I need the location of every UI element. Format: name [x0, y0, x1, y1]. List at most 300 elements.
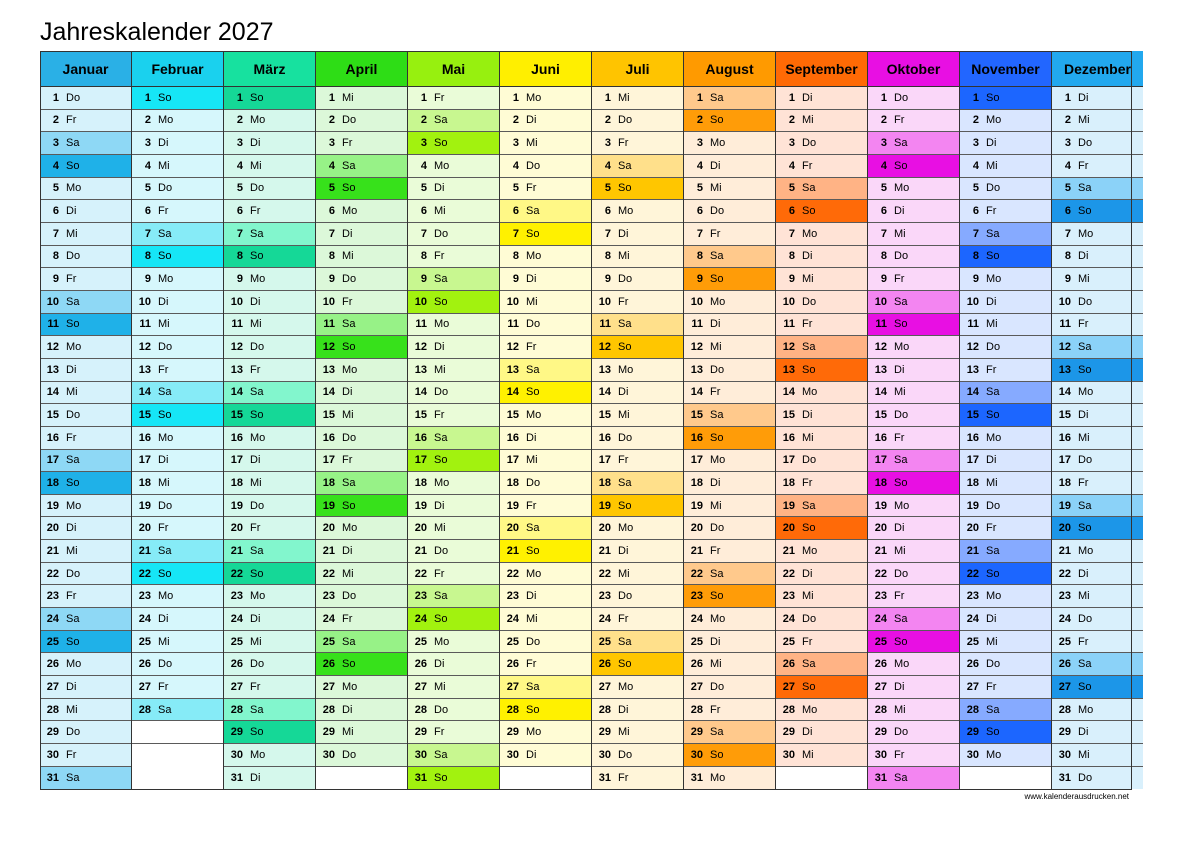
- day-number: 10: [138, 295, 151, 308]
- day-cell: [684, 382, 775, 405]
- day-number: 15: [46, 409, 59, 422]
- weekday-label: Do: [250, 341, 265, 354]
- day-number: 3: [328, 137, 335, 150]
- day-cell: [132, 699, 223, 722]
- day-number: 28: [230, 703, 243, 716]
- weekday-label: Mo: [618, 680, 634, 693]
- day-number: 1: [328, 91, 335, 104]
- day-number: 31: [1058, 772, 1071, 785]
- day-number: 3: [236, 137, 243, 150]
- day-number: 3: [604, 137, 611, 150]
- day-cell: [40, 495, 131, 518]
- day-cell: [500, 517, 591, 540]
- day-cell: [960, 563, 1051, 586]
- day-cell: [592, 223, 683, 246]
- weekday-label: So: [802, 680, 816, 693]
- weekday-label: Fr: [986, 205, 997, 218]
- weekday-label: Mo: [526, 409, 542, 422]
- day-number: 24: [506, 612, 519, 625]
- weekday-label: So: [434, 295, 448, 308]
- day-cell: [592, 155, 683, 178]
- weekday-label: Mo: [434, 635, 450, 648]
- day-cell: [684, 359, 775, 382]
- weekday-label: Do: [434, 386, 449, 399]
- day-number: 21: [414, 544, 427, 557]
- weekday-label: So: [618, 182, 632, 195]
- day-number: 24: [966, 612, 979, 625]
- day-number: 12: [782, 341, 795, 354]
- weekday-label: Fr: [618, 137, 629, 150]
- weekday-label: Fr: [894, 114, 905, 127]
- day-cell: [684, 676, 775, 699]
- day-cell: [776, 132, 867, 155]
- weekday-label: Fr: [710, 227, 721, 240]
- weekday-label: Do: [342, 590, 357, 603]
- weekday-label: Fr: [1078, 318, 1089, 331]
- day-cell: [132, 246, 223, 269]
- weekday-label: So: [986, 250, 1000, 263]
- day-cell: [684, 450, 775, 473]
- day-cell: [960, 653, 1051, 676]
- weekday-label: Do: [526, 318, 541, 331]
- day-number: 3: [880, 137, 887, 150]
- weekday-label: Sa: [158, 703, 172, 716]
- weekday-label: Di: [802, 91, 813, 104]
- weekday-label: Fr: [434, 409, 445, 422]
- weekday-label: Sa: [250, 544, 264, 557]
- weekday-label: Mi: [158, 476, 170, 489]
- day-number: 18: [46, 476, 59, 489]
- day-cell: [1052, 450, 1143, 473]
- day-cell: [40, 268, 131, 291]
- day-number: 9: [328, 273, 335, 286]
- weekday-label: Fr: [66, 273, 77, 286]
- day-number: 16: [46, 431, 59, 444]
- day-number: 23: [874, 590, 887, 603]
- weekday-label: Sa: [1078, 182, 1092, 195]
- weekday-label: Di: [1078, 91, 1089, 104]
- day-number: 13: [230, 363, 243, 376]
- day-number: 7: [52, 227, 59, 240]
- weekday-label: Mi: [802, 748, 814, 761]
- weekday-label: So: [342, 499, 356, 512]
- day-number: 2: [420, 114, 427, 127]
- day-cell: [684, 585, 775, 608]
- day-number: 3: [420, 137, 427, 150]
- day-number: 5: [144, 182, 151, 195]
- day-cell: [500, 585, 591, 608]
- weekday-label: Sa: [66, 295, 80, 308]
- weekday-label: Sa: [618, 476, 632, 489]
- day-number: 31: [414, 772, 427, 785]
- day-number: 4: [420, 159, 427, 172]
- day-number: 29: [598, 726, 611, 739]
- weekday-label: Fr: [802, 159, 813, 172]
- weekday-label: Sa: [710, 250, 724, 263]
- day-number: 12: [506, 341, 519, 354]
- day-number: 25: [874, 635, 887, 648]
- day-cell: [684, 631, 775, 654]
- weekday-label: Mo: [802, 227, 818, 240]
- day-number: 25: [690, 635, 703, 648]
- day-cell: [592, 563, 683, 586]
- day-number: 15: [690, 409, 703, 422]
- day-number: 20: [46, 522, 59, 535]
- day-cell: [684, 608, 775, 631]
- day-cell: [408, 653, 499, 676]
- day-cell: [1052, 517, 1143, 540]
- weekday-label: Fr: [250, 205, 261, 218]
- day-cell: [316, 268, 407, 291]
- day-cell: [592, 246, 683, 269]
- day-cell: [132, 132, 223, 155]
- day-cell: [1052, 608, 1143, 631]
- day-number: 28: [690, 703, 703, 716]
- day-number: 24: [230, 612, 243, 625]
- day-number: 10: [1058, 295, 1071, 308]
- weekday-label: Sa: [802, 658, 816, 671]
- weekday-label: Do: [434, 227, 449, 240]
- day-number: 15: [322, 409, 335, 422]
- weekday-label: So: [710, 273, 724, 286]
- day-number: 20: [966, 522, 979, 535]
- day-number: 13: [598, 363, 611, 376]
- day-number: 1: [1064, 91, 1071, 104]
- day-cell: [960, 472, 1051, 495]
- day-cell: [684, 517, 775, 540]
- day-number: 25: [1058, 635, 1071, 648]
- day-number: 22: [506, 567, 519, 580]
- day-cell: [40, 676, 131, 699]
- day-number: 4: [972, 159, 979, 172]
- day-cell: [40, 517, 131, 540]
- day-cell: [684, 314, 775, 337]
- weekday-label: Mo: [434, 318, 450, 331]
- day-number: 10: [598, 295, 611, 308]
- day-cell: [224, 223, 315, 246]
- day-cell: [500, 427, 591, 450]
- day-number: 19: [414, 499, 427, 512]
- weekday-label: Mi: [986, 318, 998, 331]
- day-cell: [868, 223, 959, 246]
- day-number: 1: [604, 91, 611, 104]
- day-cell: [132, 200, 223, 223]
- weekday-label: Do: [618, 114, 633, 127]
- day-number: 5: [236, 182, 243, 195]
- weekday-label: Mi: [526, 612, 538, 625]
- weekday-label: Do: [618, 431, 633, 444]
- weekday-label: Mo: [526, 726, 542, 739]
- weekday-label: Mi: [66, 227, 78, 240]
- weekday-label: So: [526, 703, 540, 716]
- day-cell: [1052, 132, 1143, 155]
- day-cell: [776, 110, 867, 133]
- weekday-label: So: [1078, 680, 1092, 693]
- day-cell: [224, 517, 315, 540]
- day-cell: [316, 699, 407, 722]
- weekday-label: Mo: [342, 680, 358, 693]
- weekday-label: Mo: [66, 499, 82, 512]
- empty-cell: [132, 721, 223, 744]
- day-cell: [684, 767, 775, 790]
- day-cell: [500, 653, 591, 676]
- footer-url: www.kalenderausdrucken.net: [1024, 792, 1129, 801]
- weekday-label: Do: [894, 250, 909, 263]
- day-cell: [868, 676, 959, 699]
- weekday-label: Do: [802, 612, 817, 625]
- weekday-label: Mi: [434, 522, 446, 535]
- day-cell: [684, 540, 775, 563]
- weekday-label: Sa: [710, 726, 724, 739]
- weekday-label: Mi: [894, 227, 906, 240]
- day-cell: [408, 155, 499, 178]
- day-number: 18: [598, 476, 611, 489]
- day-number: 1: [788, 91, 795, 104]
- day-number: 5: [696, 182, 703, 195]
- day-number: 22: [138, 567, 151, 580]
- day-cell: [1052, 110, 1143, 133]
- day-cell: [316, 744, 407, 767]
- day-number: 21: [874, 544, 887, 557]
- day-cell: [224, 359, 315, 382]
- day-number: 22: [690, 567, 703, 580]
- day-number: 19: [1058, 499, 1071, 512]
- weekday-label: Mo: [66, 658, 82, 671]
- day-number: 25: [322, 635, 335, 648]
- day-cell: [776, 291, 867, 314]
- day-cell: [592, 472, 683, 495]
- day-cell: [408, 631, 499, 654]
- day-number: 3: [972, 137, 979, 150]
- day-cell: [316, 472, 407, 495]
- weekday-label: Fr: [66, 431, 77, 444]
- day-cell: [960, 223, 1051, 246]
- weekday-label: Do: [710, 522, 725, 535]
- day-cell: [868, 631, 959, 654]
- day-number: 6: [52, 205, 59, 218]
- day-cell: [224, 314, 315, 337]
- day-cell: [500, 314, 591, 337]
- day-number: 10: [874, 295, 887, 308]
- weekday-label: Di: [158, 295, 169, 308]
- day-number: 12: [138, 341, 151, 354]
- weekday-label: Mo: [986, 114, 1002, 127]
- day-number: 1: [512, 91, 519, 104]
- weekday-label: Mo: [250, 590, 266, 603]
- day-cell: [684, 744, 775, 767]
- day-cell: [592, 382, 683, 405]
- day-cell: [868, 699, 959, 722]
- day-cell: [592, 517, 683, 540]
- weekday-label: Di: [802, 726, 813, 739]
- day-number: 8: [972, 250, 979, 263]
- day-cell: [500, 87, 591, 110]
- calendar-grid: [40, 51, 1132, 790]
- day-cell: [500, 359, 591, 382]
- day-cell: [960, 744, 1051, 767]
- day-number: 29: [874, 726, 887, 739]
- day-number: 5: [604, 182, 611, 195]
- weekday-label: Fr: [66, 590, 77, 603]
- weekday-label: So: [710, 431, 724, 444]
- day-cell: [868, 336, 959, 359]
- weekday-label: Do: [986, 341, 1001, 354]
- weekday-label: Di: [250, 772, 261, 785]
- weekday-label: Mi: [802, 590, 814, 603]
- weekday-label: Sa: [342, 159, 356, 172]
- weekday-label: So: [618, 658, 632, 671]
- day-number: 30: [46, 748, 59, 761]
- day-number: 8: [788, 250, 795, 263]
- weekday-label: Mi: [250, 318, 262, 331]
- day-cell: [224, 744, 315, 767]
- day-cell: [500, 631, 591, 654]
- day-number: 12: [874, 341, 887, 354]
- day-cell: [500, 450, 591, 473]
- day-number: 30: [598, 748, 611, 761]
- weekday-label: Di: [526, 590, 537, 603]
- day-cell: [960, 132, 1051, 155]
- weekday-label: Fr: [526, 341, 537, 354]
- weekday-label: So: [434, 772, 448, 785]
- day-number: 16: [966, 431, 979, 444]
- weekday-label: Sa: [618, 318, 632, 331]
- day-number: 10: [506, 295, 519, 308]
- day-number: 18: [782, 476, 795, 489]
- weekday-label: Di: [710, 159, 721, 172]
- day-cell: [960, 676, 1051, 699]
- day-cell: [408, 110, 499, 133]
- day-number: 27: [782, 680, 795, 693]
- weekday-label: Do: [1078, 772, 1093, 785]
- day-number: 6: [236, 205, 243, 218]
- weekday-label: Mi: [158, 159, 170, 172]
- weekday-label: Di: [342, 227, 353, 240]
- day-cell: [408, 223, 499, 246]
- day-number: 18: [690, 476, 703, 489]
- day-cell: [592, 110, 683, 133]
- month-column: [40, 51, 131, 790]
- day-number: 17: [782, 454, 795, 467]
- day-number: 26: [782, 658, 795, 671]
- day-cell: [1052, 268, 1143, 291]
- weekday-label: So: [710, 590, 724, 603]
- day-cell: [500, 200, 591, 223]
- weekday-label: Do: [802, 454, 817, 467]
- day-number: 27: [322, 680, 335, 693]
- empty-cell: [500, 767, 591, 790]
- weekday-label: Mo: [342, 205, 358, 218]
- day-cell: [684, 472, 775, 495]
- day-cell: [684, 178, 775, 201]
- day-cell: [684, 699, 775, 722]
- weekday-label: Mo: [1078, 227, 1094, 240]
- weekday-label: Mi: [618, 409, 630, 422]
- day-cell: [776, 87, 867, 110]
- weekday-label: Sa: [710, 409, 724, 422]
- day-number: 6: [696, 205, 703, 218]
- day-cell: [132, 359, 223, 382]
- day-cell: [868, 246, 959, 269]
- day-cell: [40, 404, 131, 427]
- day-number: 10: [966, 295, 979, 308]
- day-number: 7: [144, 227, 151, 240]
- weekday-label: So: [526, 386, 540, 399]
- day-cell: [776, 540, 867, 563]
- day-number: 3: [144, 137, 151, 150]
- day-cell: [132, 450, 223, 473]
- day-number: 24: [138, 612, 151, 625]
- weekday-label: Sa: [526, 205, 540, 218]
- day-number: 7: [512, 227, 519, 240]
- day-cell: [592, 608, 683, 631]
- day-number: 1: [52, 91, 59, 104]
- day-cell: [500, 336, 591, 359]
- weekday-label: Di: [250, 137, 261, 150]
- day-cell: [960, 291, 1051, 314]
- day-number: 13: [506, 363, 519, 376]
- weekday-label: Mo: [1078, 544, 1094, 557]
- weekday-label: Mo: [710, 612, 726, 625]
- day-cell: [592, 178, 683, 201]
- day-cell: [316, 314, 407, 337]
- day-number: 9: [144, 273, 151, 286]
- day-cell: [960, 517, 1051, 540]
- day-number: 23: [506, 590, 519, 603]
- day-number: 19: [46, 499, 59, 512]
- day-cell: [316, 495, 407, 518]
- weekday-label: Mi: [802, 273, 814, 286]
- day-number: 2: [880, 114, 887, 127]
- day-number: 8: [512, 250, 519, 263]
- day-cell: [592, 676, 683, 699]
- day-number: 9: [420, 273, 427, 286]
- day-cell: [40, 291, 131, 314]
- day-cell: [868, 87, 959, 110]
- weekday-label: Mo: [158, 590, 174, 603]
- weekday-label: Mo: [986, 431, 1002, 444]
- weekday-label: Sa: [526, 363, 540, 376]
- day-number: 10: [46, 295, 59, 308]
- day-cell: [408, 291, 499, 314]
- day-cell: [960, 427, 1051, 450]
- day-cell: [500, 291, 591, 314]
- day-number: 5: [512, 182, 519, 195]
- day-cell: [40, 631, 131, 654]
- day-number: 16: [782, 431, 795, 444]
- day-cell: [316, 721, 407, 744]
- day-number: 18: [966, 476, 979, 489]
- day-number: 29: [230, 726, 243, 739]
- day-cell: [224, 699, 315, 722]
- day-number: 15: [874, 409, 887, 422]
- weekday-label: Mo: [526, 567, 542, 580]
- day-number: 15: [138, 409, 151, 422]
- day-cell: [132, 676, 223, 699]
- day-number: 25: [782, 635, 795, 648]
- day-cell: [224, 563, 315, 586]
- weekday-label: Mo: [710, 295, 726, 308]
- day-number: 20: [230, 522, 243, 535]
- day-number: 30: [506, 748, 519, 761]
- day-cell: [40, 744, 131, 767]
- weekday-label: Do: [66, 567, 81, 580]
- day-cell: [868, 517, 959, 540]
- weekday-label: Mi: [342, 409, 354, 422]
- day-number: 17: [598, 454, 611, 467]
- day-number: 3: [52, 137, 59, 150]
- day-number: 28: [598, 703, 611, 716]
